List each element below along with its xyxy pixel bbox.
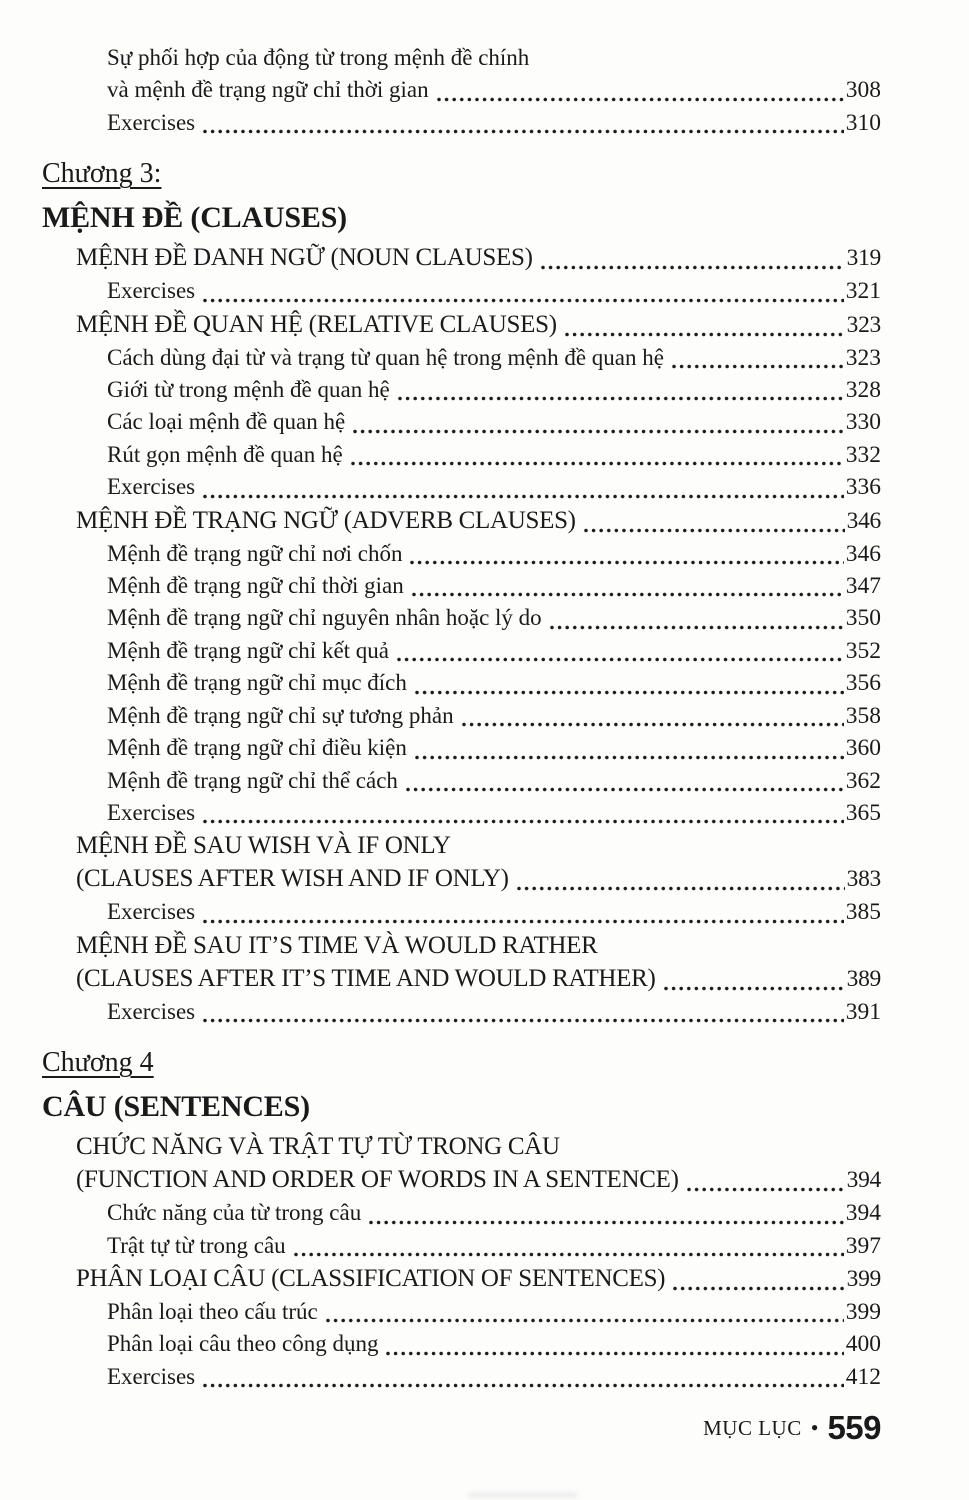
toc-entry-label: (CLAUSES AFTER WISH AND IF ONLY): [76, 865, 509, 893]
dot-leader: [405, 786, 844, 793]
toc-entry: [42, 797, 881, 829]
dot-leader: [411, 591, 844, 598]
toc-entry: [42, 74, 881, 106]
toc-entry-label: Exercises: [107, 899, 196, 925]
toc-entry-label: (FUNCTION AND ORDER OF WORDS IN A SENTENCE): [76, 1166, 679, 1194]
toc-entry: [42, 1296, 881, 1328]
toc-entry: [42, 1262, 881, 1296]
toc-entry-label: CÂU (SENTENCES): [42, 1090, 310, 1124]
toc-entry-label: MỆNH ĐỀ SAU WISH VÀ IF ONLY: [76, 832, 451, 860]
dot-leader: [414, 754, 844, 761]
toc-entry-label: Exercises: [107, 1363, 196, 1389]
dot-leader: [202, 297, 844, 304]
dot-leader: [350, 460, 844, 467]
toc-entry-page-number: 397: [845, 1232, 881, 1259]
dot-leader: [461, 721, 844, 728]
toc-entry: [42, 406, 881, 438]
toc-entry-label: Phân loại câu theo công dụng: [107, 1331, 379, 1357]
toc-entry: [42, 504, 881, 538]
dot-leader: [202, 1382, 844, 1389]
toc-entry: [42, 439, 881, 471]
toc-entry-page-number: 356: [845, 670, 881, 697]
toc-entry: [42, 635, 881, 667]
scan-artifact: [468, 1492, 578, 1498]
toc-entry-page-number: 400: [845, 1331, 881, 1358]
toc-entry-label: Mệnh đề trạng ngữ chỉ kết quả: [107, 637, 389, 663]
toc-entry: [42, 996, 881, 1028]
toc-entry-page-number: 308: [845, 77, 881, 104]
toc-entry-page-number: 394: [846, 1167, 881, 1194]
toc-entry: [42, 1361, 881, 1393]
dot-leader: [409, 559, 843, 566]
toc-entry-page-number: 385: [845, 899, 881, 926]
footer-page-number: 559: [827, 1409, 881, 1447]
toc-entry-page-number: 321: [845, 278, 881, 305]
toc-entry: [42, 667, 881, 699]
toc-entry-page-number: 399: [845, 1298, 881, 1325]
toc-entry-page-number: 412: [845, 1363, 881, 1390]
dot-leader: [293, 1251, 844, 1258]
dot-leader: [202, 493, 844, 500]
dot-leader: [414, 689, 844, 696]
dot-leader: [671, 363, 844, 370]
footer-bullet-separator: •: [810, 1415, 819, 1441]
toc-entry-page-number: 346: [846, 507, 881, 534]
dot-leader: [202, 818, 844, 825]
toc-entry-page-number: 336: [845, 474, 881, 501]
toc-entry-label: Mệnh đề trạng ngữ chỉ điều kiện: [107, 735, 407, 761]
toc-entry-label: (CLAUSES AFTER IT’S TIME AND WOULD RATHER): [76, 964, 656, 992]
toc-entry-page-number: 358: [845, 702, 881, 729]
toc-entry-page-number: 391: [845, 998, 881, 1025]
toc-entry: [42, 42, 881, 74]
toc-entry-label: MỆNH ĐỀ SAU IT’S TIME VÀ WOULD RATHER: [76, 931, 598, 959]
toc-entry: [42, 538, 881, 570]
toc-entry-page-number: 323: [846, 311, 881, 338]
dot-leader: [583, 527, 845, 534]
toc-entry-page-number: 399: [846, 1265, 881, 1292]
toc-entry: [42, 862, 881, 896]
toc-entry: [42, 1163, 881, 1197]
toc-entry: [42, 929, 881, 962]
toc-entry-label: Mệnh đề trạng ngữ chỉ nguyên nhân hoặc lý do: [107, 605, 542, 631]
toc-entry-label: Chương 4: [42, 1047, 154, 1079]
toc-entry-page-number: 350: [845, 605, 881, 632]
toc-entry-label: Exercises: [107, 278, 196, 304]
toc-entry-label: MỆNH ĐỀ QUAN HỆ (RELATIVE CLAUSES): [76, 310, 557, 338]
toc-entry: [42, 308, 881, 342]
toc-entry-page-number: 365: [845, 799, 881, 826]
toc-entry: [42, 153, 881, 195]
toc-entry-label: Cách dùng đại từ và trạng từ quan hệ trong mệnh đề quan hệ: [107, 344, 664, 370]
dot-leader: [663, 985, 845, 992]
toc-entry: [42, 732, 881, 764]
toc-entry: [42, 1328, 881, 1360]
toc-entry-label: và mệnh đề trạng ngữ chỉ thời gian: [107, 77, 429, 103]
toc-entry-page-number: 383: [846, 866, 881, 893]
toc-entry-label: Chức năng của từ trong câu: [107, 1200, 362, 1226]
dot-leader: [368, 1219, 844, 1226]
toc-entry-label: Mệnh đề trạng ngữ chỉ thể cách: [107, 767, 398, 793]
footer-section-label: MỤC LỤC: [703, 1415, 802, 1440]
toc-entry-label: Trật tự từ trong câu: [107, 1232, 286, 1258]
toc-entry: [42, 1230, 881, 1262]
toc-entry-label: Exercises: [107, 109, 196, 135]
dot-leader: [396, 656, 844, 663]
page-footer: [0, 1393, 969, 1447]
toc-entry-page-number: 330: [845, 409, 881, 436]
toc-entry-page-number: 360: [845, 735, 881, 762]
toc-entry: [42, 342, 881, 374]
dot-leader: [540, 264, 845, 271]
toc-entry: [42, 374, 881, 406]
toc-entry: [42, 700, 881, 732]
toc-entry: [42, 765, 881, 797]
toc-entry: [42, 962, 881, 996]
toc-entry: [42, 107, 881, 139]
dot-leader: [686, 1186, 845, 1193]
toc-entry-page-number: 347: [845, 573, 881, 600]
toc-entry-label: MỆNH ĐỀ DANH NGỮ (NOUN CLAUSES): [76, 244, 533, 272]
dot-leader: [385, 1350, 843, 1357]
toc-entry-label: Sự phối hợp của động từ trong mệnh đề chính: [107, 45, 530, 70]
dot-leader: [549, 624, 844, 631]
dot-leader: [436, 96, 844, 103]
toc-entry: [42, 602, 881, 634]
toc-entry-label: CHỨC NĂNG VÀ TRẬT TỰ TỪ TRONG CÂU: [76, 1133, 560, 1161]
dot-leader: [202, 918, 844, 925]
toc-entry: [42, 1130, 881, 1163]
toc-entry: [42, 471, 881, 503]
dot-leader: [564, 331, 845, 338]
toc-entry-label: Exercises: [107, 998, 196, 1024]
toc-entry-page-number: 328: [845, 377, 881, 404]
toc-entry-label: MỆNH ĐỀ (CLAUSES): [42, 201, 347, 235]
toc-entry: [42, 195, 881, 241]
toc-entry-page-number: 352: [845, 637, 881, 664]
toc-entry-label: Phân loại theo cấu trúc: [107, 1298, 318, 1324]
toc-entry-page-number: 332: [845, 441, 881, 468]
toc-entry: [42, 241, 881, 275]
toc-entry-label: Giới từ trong mệnh đề quan hệ: [107, 377, 390, 403]
toc-entry: [42, 570, 881, 602]
toc-entry-label: Mệnh đề trạng ngữ chỉ mục đích: [107, 670, 407, 696]
toc-entry-page-number: 394: [845, 1200, 881, 1227]
toc-entry-label: Chương 3:: [42, 158, 162, 190]
dot-leader: [672, 1285, 844, 1292]
toc-entry: [42, 896, 881, 928]
toc-entry: [42, 829, 881, 862]
toc-entry: [42, 1197, 881, 1229]
toc-entry: [42, 275, 881, 307]
toc-entry-label: Exercises: [107, 799, 196, 825]
dot-leader: [352, 428, 844, 435]
toc-entry-label: Mệnh đề trạng ngữ chỉ nơi chốn: [107, 540, 403, 566]
dot-leader: [516, 885, 845, 892]
toc-entry-page-number: 319: [846, 245, 881, 272]
toc-entry-page-number: 310: [845, 109, 881, 136]
toc-entry-label: PHÂN LOẠI CÂU (CLASSIFICATION OF SENTENCES): [76, 1264, 666, 1292]
toc-entry-label: Rút gọn mệnh đề quan hệ: [107, 441, 343, 467]
toc-entry-page-number: 346: [845, 540, 881, 567]
toc-entry-label: Mệnh đề trạng ngữ chỉ sự tương phản: [107, 702, 454, 728]
toc-entry-page-number: 323: [845, 344, 881, 371]
toc-entry-label: Mệnh đề trạng ngữ chỉ thời gian: [107, 573, 404, 599]
toc-entry-label: Các loại mệnh đề quan hệ: [107, 409, 346, 435]
dot-leader: [397, 395, 844, 402]
dot-leader: [202, 1017, 844, 1024]
toc-entry-page-number: 362: [845, 767, 881, 794]
toc-entry: [42, 1084, 881, 1130]
toc-entry-label: Exercises: [107, 474, 196, 500]
dot-leader: [325, 1317, 844, 1324]
toc-entry-page-number: 389: [846, 965, 881, 992]
toc-entry-label: MỆNH ĐỀ TRẠNG NGỮ (ADVERB CLAUSES): [76, 506, 576, 534]
dot-leader: [202, 128, 844, 135]
toc-entry: [42, 1042, 881, 1084]
